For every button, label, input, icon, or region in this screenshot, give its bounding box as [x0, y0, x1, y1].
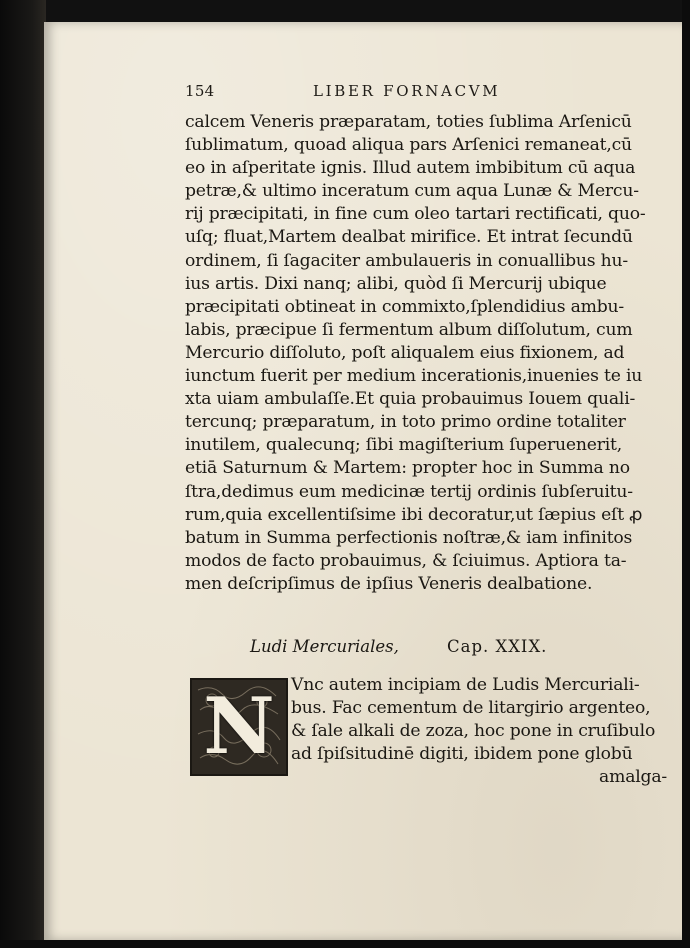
text-line: Mercurio diſſoluto, poſt aliqualem eius fixionem, ad: [185, 342, 625, 363]
text-line: etiā Saturnum & Martem: propter hoc in Summa no: [185, 458, 630, 479]
page-header: [185, 82, 665, 106]
scan-edge-bottom: [0, 940, 690, 948]
text-line: & ſale alkali de zoza, hoc pone in cruſibulo: [291, 721, 656, 742]
text-line: ſtra,dedimus eum medicinæ tertij ordinis ſubſeruitu-: [185, 481, 633, 502]
text-line: præcipitati obtineat in commixto,ſplendidius ambu-: [185, 296, 625, 317]
text-line: ius artis. Dixi nanq; alibi, quòd ſi Mercurij ubique: [185, 273, 607, 294]
decorated-initial: [190, 678, 288, 776]
text-line: eo in aſperitate ignis. Illud autem imbibitum cū aqua: [185, 158, 636, 179]
scan-edge-right: [682, 0, 690, 948]
text-line: xta uiam ambulaſſe.Et quia probauimus Iouem quali-: [185, 389, 636, 410]
chapter-number: Cap. XXIX.: [447, 637, 548, 656]
text-line: rij præcipitati, in fine cum oleo tartari rectificati, quo-: [185, 204, 646, 225]
text-line: uſq; fluat,Martem dealbat mirifice. Et intrat ſecundū: [185, 227, 633, 248]
text-line: labis, præcipue ſi fermentum album diſſolutum, cum: [185, 319, 633, 340]
chapter-heading: [250, 637, 610, 661]
text-line: ſublimatum, quoad aliqua pars Arſenici remaneat,cū: [185, 135, 632, 156]
text-line: inutilem, qualecunq; ſibi magiſterium ſuperuenerit,: [185, 435, 622, 456]
text-line: Vnc autem incipiam de Ludis Mercuriali-: [291, 675, 640, 695]
text-line: petræ,& ultimo inceratum cum aqua Lunæ & Mercu-: [185, 181, 639, 202]
text-line: iunctum fuerit per medium incerationis,inuenies te iu: [185, 366, 643, 387]
catchword: amalga-: [599, 767, 667, 788]
text-line: ad ſpiſsitudinē digiti, ibidem pone globū: [291, 744, 633, 765]
body-text-block: [185, 111, 667, 596]
text-line: men deſcripſimus de ipſius Veneris dealbatione.: [185, 573, 593, 594]
text-line: tercunq; præparatum, in toto primo ordine totaliter: [185, 412, 626, 433]
text-line: modos de facto probauimus, & ſciuimus. Aptiora ta-: [185, 550, 627, 571]
chapter-title: Ludi Mercuriales,: [250, 637, 399, 656]
text-line: bus. Fac cementum de litargirio argenteo,: [291, 698, 651, 719]
page-number: 154: [185, 82, 215, 100]
text-line: rum,quia excellentiſsime ibi decoratur,ut ſæpius eſt ꝓ: [185, 504, 643, 525]
initial-letter: N: [203, 681, 275, 772]
text-line: batum in Summa perfectionis noſtræ,& iam infinitos: [185, 527, 633, 548]
book-gutter-edge: [0, 0, 46, 948]
text-line: ordinem, ſi ſagaciter ambulaueris in conuallibus hu-: [185, 250, 628, 271]
text-line: calcem Veneris præparatam, toties ſublima Arſenicū: [185, 112, 632, 132]
chapter-text-block: [291, 674, 667, 789]
running-title: LIBER FORNACVM: [313, 82, 501, 100]
